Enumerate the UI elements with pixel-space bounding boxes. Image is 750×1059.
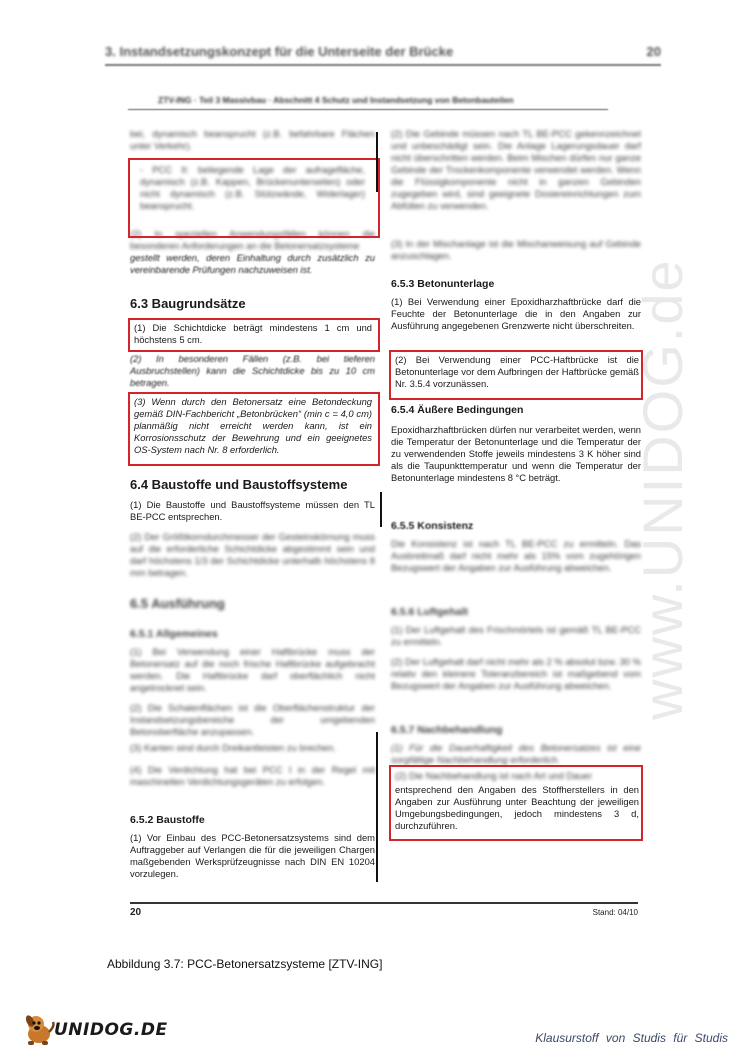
page-header: [105, 44, 661, 59]
scan-header-rule: [128, 109, 608, 110]
left-blur-6-5-1: (1) Bei Verwendung einer Haftbrücke muss der Betonersatz auf die noch frische Haftbrücke aufgebracht werden. Die Haftbrücke darf oberflächlich nicht angetrocknet sein.: [130, 646, 375, 693]
left-blur-top-1: bei, dynamisch beansprucht (z.B. befahrbare Flächen unter Verkehr).: [130, 128, 375, 151]
scan-footer-page: 20: [130, 907, 142, 918]
para-6-5-3-1: (1) Bei Verwendung einer Epoxidharzhaftbrücke darf die Feuchte der Betonunterlage die in den Angaben zur Ausführung angegebenen Grenzwerte nicht überschreiten.: [391, 296, 641, 331]
figure-caption: Abbildung 3.7: PCC-Betonersatzsysteme [ZTV-ING]: [107, 957, 383, 971]
dog-mascot-icon: [22, 1012, 58, 1046]
heading-6-5-7: 6.5.7 Nachbehandlung: [391, 724, 503, 736]
para-6-5-2: (1) Vor Einbau des PCC-Betonersatzsystems sind dem Auftraggeber auf Verlangen die für die jeweiligen Chargen maßgebenden Werksprüfzeugnisse nach DIN EN 10204 vorzulegen.: [130, 832, 375, 879]
scan-footer-rule: [130, 902, 638, 904]
highlight-box-pcc-haftbruecke: [389, 350, 643, 400]
logo-text: UNIDOG.DE: [54, 1020, 168, 1040]
heading-6-5-6: 6.5.6 Luftgehalt: [391, 606, 469, 618]
right-blur-top: (2) Die Gebinde müssen nach TL BE-PCC gekennzeichnet und unbeschädigt sein. Die Anlage Lagerungsdauer darf nicht überschritten werden. Beim Mischen dürfen nur ganze Gebinde der Trockenkomponente verwendet werden. Wenn die Flüssigkomponente nicht in ganzen Gebinden zugegeben wird, sind geeignete Dosiereinrichtungen zum Abfüllen zu verwenden.: [391, 128, 641, 211]
watermark: www.UNIDOG.de: [631, 258, 694, 720]
page-header-number: 20: [646, 44, 661, 59]
left-clear-1: gestellt werden, deren Einhaltung durch zusätzlich zu vereinbarende Prüfungen nachzuweisen ist.: [130, 252, 375, 275]
heading-6-5-4: 6.5.4 Äußere Bedingungen: [391, 404, 524, 416]
para-6-5-3-2: (2) Bei Verwendung einer PCC-Haftbrücke ist die Betonunterlage vor dem Aufbringen der Haftbrücke gemäß Nr. 3.5.4 vorzunässen.: [395, 354, 639, 389]
column-rule-1: [376, 132, 378, 192]
heading-6-5: 6.5 Ausführung: [130, 596, 225, 611]
right-blur-top-2: (3) In der Mischanlage ist die Mischanweisung auf Gebinde anzuschlagen.: [391, 238, 641, 261]
page-header-title: 3. Instandsetzungskonzept für die Unterseite der Brücke: [105, 44, 454, 59]
highlight-box-korrosionsschutz: [128, 392, 380, 466]
highlight-box-pcc: [128, 158, 380, 238]
scan-footer-status: Stand: 04/10: [592, 908, 638, 917]
para-6-3-3: (3) Wenn durch den Betonersatz eine Betondeckung gemäß DIN-Fachbericht „Betonbrücken“ (min c = 4,0 cm) planmäßig nicht erreicht werden kann, ist ein Korrosionsschutz der Bewehrung und ein geeignetes OS-System nach Nr. 8 erforderlich.: [134, 396, 372, 455]
para-6-5-7-2: entsprechend den Angaben des Stoffherstellers in den Angaben zur Ausführung unter Beachtung der jeweiligen Umgebungsbedingungen, jedoch mindestens 3 d, durchzuführen.: [395, 784, 639, 831]
heading-6-3: 6.3 Baugrundsätze: [130, 296, 246, 311]
scan-running-head: ZTV-ING · Teil 3 Massivbau · Abschnitt 4 Schutz und Instandsetzung von Betonbauteilen: [158, 95, 514, 105]
left-blur-6-5-1b: (2) Die Schalenflächen ist die Oberflächenstruktur der Instandsetzungsbereiche der umgebenden Betonoberfläche anzupassen.: [130, 702, 375, 737]
para-6-5-4: Epoxidharzhaftbrücken dürfen nur verarbeitet werden, wenn die Temperatur der Betonunterlage und die Temperatur der zu verwendenden Stoffe jeweils mindestens 3 K höher sind als die Taupunkttemperatur und wenn die Temperatur der Betonunterlage mindestens 8 °C beträgt.: [391, 424, 641, 483]
heading-6-5-3: 6.5.3 Betonunterlage: [391, 278, 495, 290]
scanned-page: [118, 92, 641, 922]
column-rule-2: [380, 492, 382, 527]
highlight-box-schichtdicke: [128, 318, 380, 352]
para-6-3-1: (1) Die Schichtdicke beträgt mindestens 1 cm und höchstens 5 cm.: [134, 322, 372, 345]
heading-6-4: 6.4 Baustoffe und Baustoffsysteme: [130, 477, 348, 492]
left-blur-6-5-1d: (4) Die Verdichtung hat bei PCC I in der Regel mit maschinellen Verdichtungsgeräten zu erfolgen.: [130, 764, 375, 787]
heading-6-5-2: 6.5.2 Baustoffe: [130, 814, 205, 826]
unidog-logo: [22, 1012, 168, 1046]
footer-slogan: Klausurstoff von Studis für Studis: [535, 1031, 728, 1045]
left-blur-6-4-2: (2) Der Größtkorndurchmesser der Gesteinskörnung muss auf die erforderliche Schichtdicke abgestimmt sein und darf höchstens 1/3 der Schichtdicke unterhalb höchstens 8 mm betragen.: [130, 531, 375, 578]
heading-6-5-1: 6.5.1 Allgemeines: [130, 628, 218, 640]
left-blur-box-1: - PCC II: beliegende Lage der aufragefläche, dynamisch (z.B. Kappen, Brückenunterseiten) oder nicht dynamisch (z.B. Stützwände, Widerlager) beansprucht.: [140, 164, 365, 211]
right-blur-6-5-7: (1) Für die Dauerhaftigkeit des Betonersatzes ist eine sorgfältige Nachbehandlung erforderlich.: [391, 742, 641, 765]
para-6-3-2: (2) In besonderen Fällen (z.B. bei tieferen Ausbruchstellen) kann die Schichtdicke bis zu 10 cm betragen.: [130, 353, 375, 388]
page-header-rule: [105, 64, 661, 66]
right-blur-6-5-6b: (2) Der Luftgehalt darf nicht mehr als 2 % absolut bzw. 30 % relativ den kleinere Toleranzbereich ist maßgebend vom Bezugswert der Angaben zur Ausführung abweichen.: [391, 656, 641, 691]
heading-6-5-5: 6.5.5 Konsistenz: [391, 520, 474, 532]
right-blur-6-5-6: (1) Der Luftgehalt des Frischmörtels ist gemäß TL BE-PCC zu ermitteln.: [391, 624, 641, 647]
para-6-4-1: (1) Die Baustoffe und Baustoffsysteme müssen den TL BE-PCC entsprechen.: [130, 499, 375, 522]
right-blur-6-5-5: Die Konsistenz ist nach TL BE-PCC zu ermitteln. Das Ausbreitmaß darf nicht mehr als 15% vom zugehörigen Bezugswert der Angaben zur Ausführung abweichen.: [391, 538, 641, 573]
column-rule-3: [376, 732, 378, 882]
left-blur-6-5-1c: (3) Kanten sind durch Dreikantleisten zu brechen.: [130, 742, 336, 753]
highlight-box-nachbehandlung: [389, 765, 643, 841]
right-blur-6-5-7b: (2) Die Nachbehandlung ist nach Art und Dauer: [395, 770, 592, 781]
left-blur-top-2: (2) In speziellen Anwendungsfällen können die besonderen Anforderungen an die Betonersatzsysteme: [130, 228, 375, 251]
